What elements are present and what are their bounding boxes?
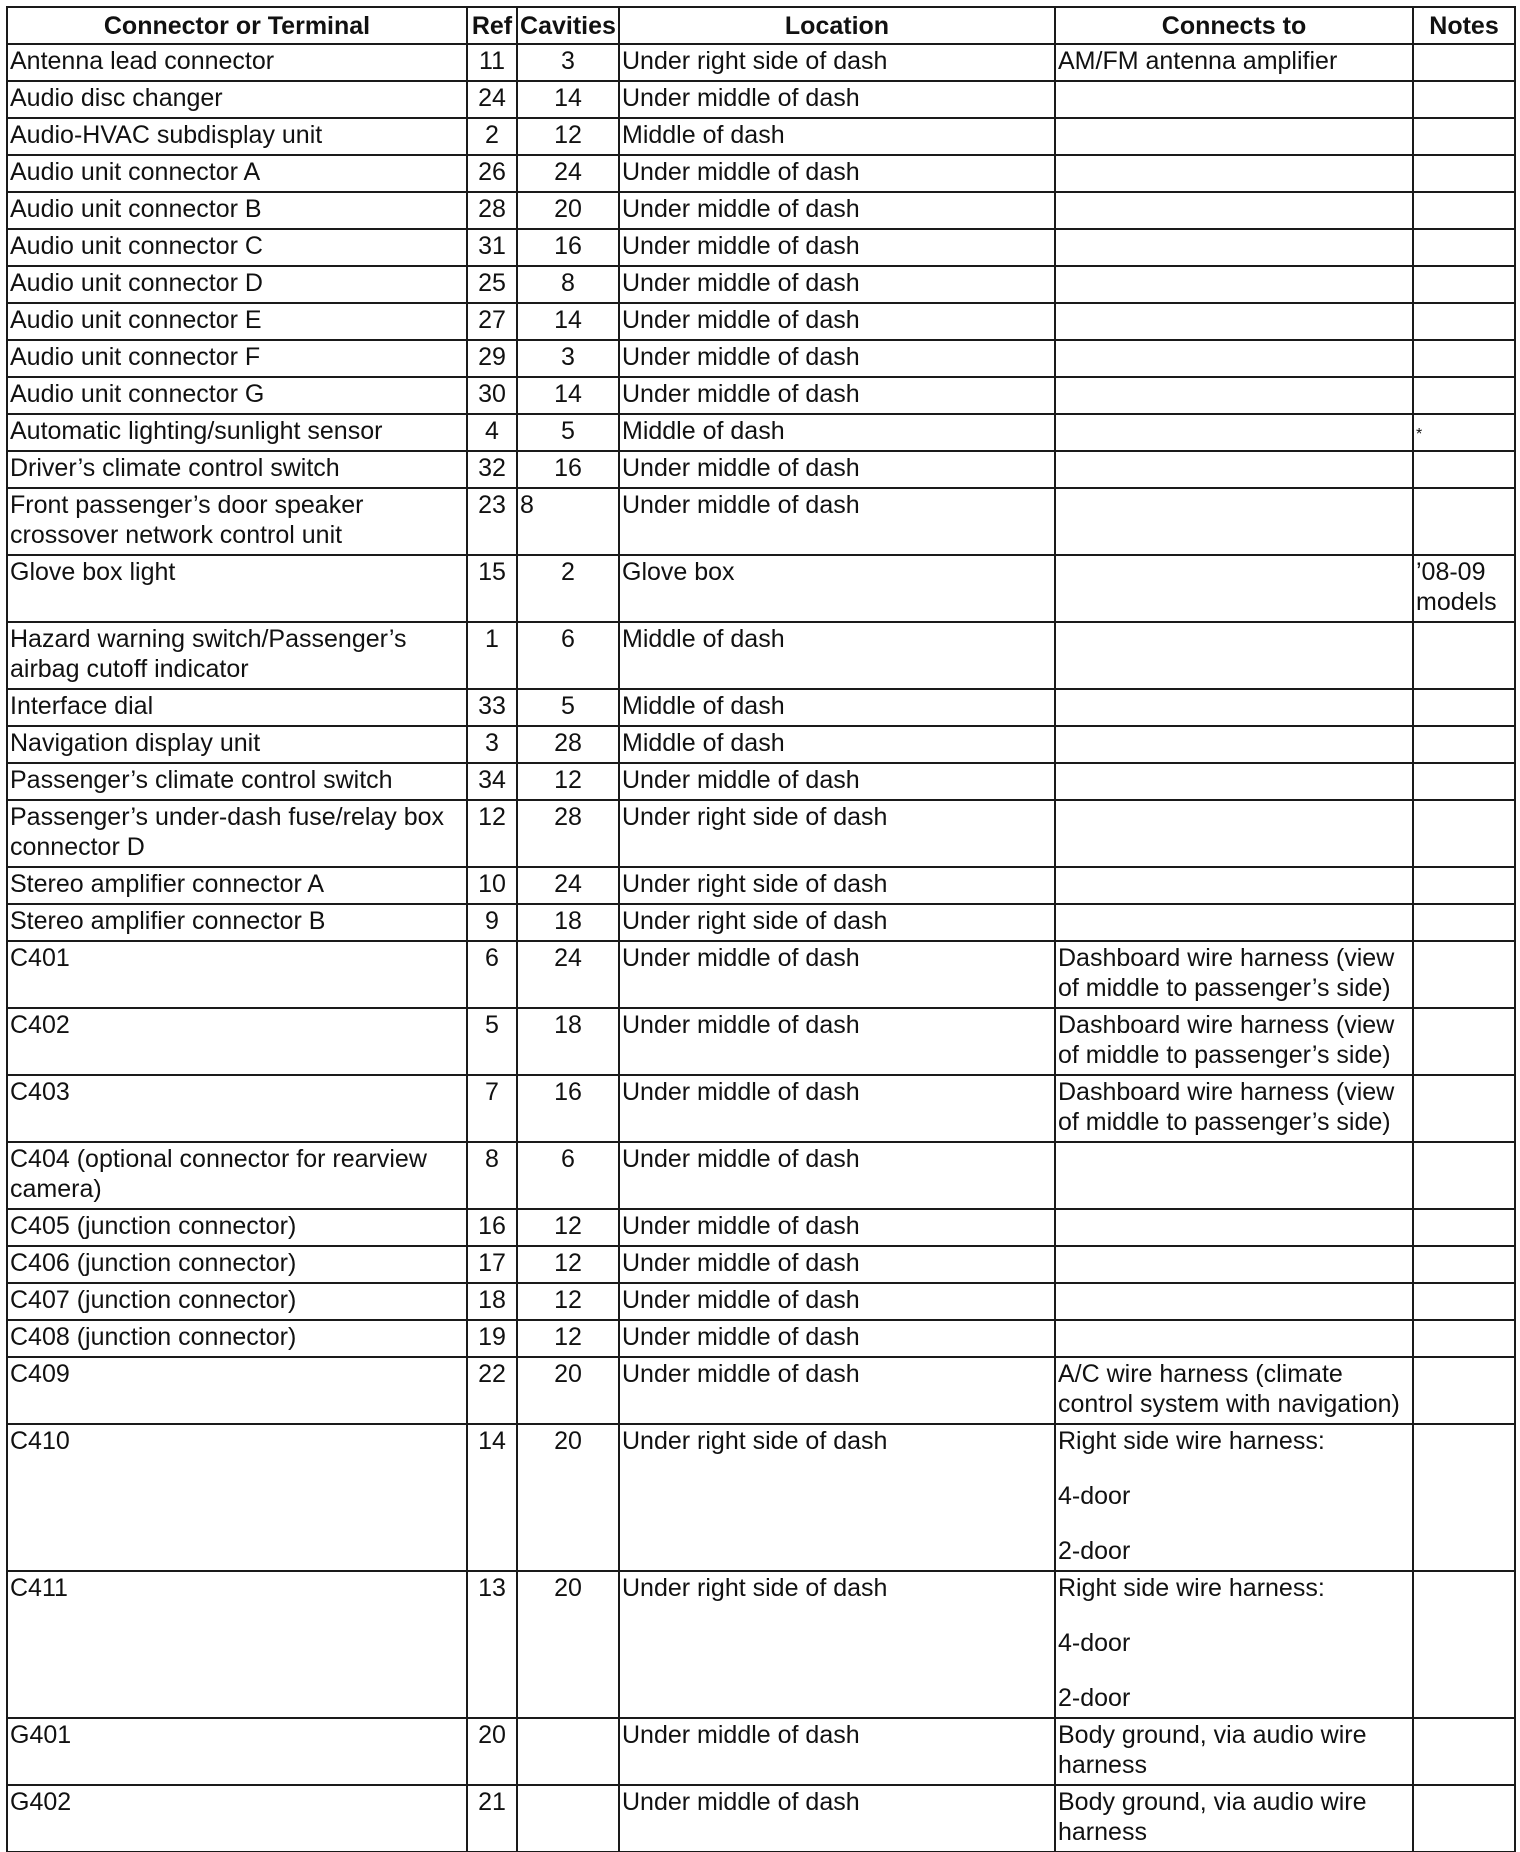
cell-connects-to — [1055, 266, 1413, 303]
cell-location: Under right side of dash — [619, 904, 1055, 941]
cell-connects-to — [1055, 155, 1413, 192]
table-row — [7, 555, 1515, 622]
cell-ref: 29 — [467, 340, 517, 377]
table-row — [7, 44, 1515, 81]
cell-cavities: 16 — [517, 451, 619, 488]
cell-connects-to — [1055, 377, 1413, 414]
cell-notes — [1413, 1424, 1515, 1571]
cell-connects-to — [1055, 451, 1413, 488]
table-row — [7, 800, 1515, 867]
cell-cavities: 2 — [517, 555, 619, 622]
cell-cavities — [517, 1785, 619, 1852]
table-row — [7, 1718, 1515, 1785]
cell-connects-to — [1055, 1424, 1413, 1571]
cell-notes — [1413, 904, 1515, 941]
cell-notes — [1413, 340, 1515, 377]
cell-connector: C408 (junction connector) — [7, 1320, 467, 1357]
cell-cavities: 20 — [517, 1424, 619, 1571]
cell-location: Under middle of dash — [619, 229, 1055, 266]
cell-location: Under middle of dash — [619, 192, 1055, 229]
cell-location: Under middle of dash — [619, 81, 1055, 118]
table-row — [7, 451, 1515, 488]
cell-location: Under middle of dash — [619, 377, 1055, 414]
cell-connects-to: Body ground, via audio wire harness — [1055, 1785, 1413, 1852]
table-row — [7, 340, 1515, 377]
cell-notes — [1413, 44, 1515, 81]
cell-cavities: 14 — [517, 303, 619, 340]
cell-notes — [1413, 1075, 1515, 1142]
connector-table — [6, 6, 1516, 1852]
cell-connects-to: AM/FM antenna amplifier — [1055, 44, 1413, 81]
cell-connects-to — [1055, 1283, 1413, 1320]
cell-location: Under right side of dash — [619, 44, 1055, 81]
cell-cavities: 5 — [517, 414, 619, 451]
cell-notes — [1413, 941, 1515, 1008]
cell-cavities: 28 — [517, 800, 619, 867]
header-cavities: Cavities — [517, 7, 619, 44]
cell-cavities: 3 — [517, 340, 619, 377]
cell-ref: 2 — [467, 118, 517, 155]
table-row — [7, 1357, 1515, 1424]
cell-ref: 9 — [467, 904, 517, 941]
cell-ref: 15 — [467, 555, 517, 622]
cell-cavities: 28 — [517, 726, 619, 763]
cell-connector: Interface dial — [7, 689, 467, 726]
cell-ref: 33 — [467, 689, 517, 726]
cell-notes — [1413, 622, 1515, 689]
cell-ref: 31 — [467, 229, 517, 266]
variant-4-door: 4-door — [1058, 1629, 1131, 1657]
cell-ref: 11 — [467, 44, 517, 81]
table-row — [7, 1424, 1515, 1571]
variant-2-door: 2-door — [1058, 1537, 1131, 1565]
cell-connects-to — [1055, 1246, 1413, 1283]
cell-notes — [1413, 266, 1515, 303]
cell-notes — [1413, 118, 1515, 155]
table-row — [7, 763, 1515, 800]
table-row — [7, 81, 1515, 118]
table-row — [7, 1785, 1515, 1852]
cell-connector: G402 — [7, 1785, 467, 1852]
cell-connector: C409 — [7, 1357, 467, 1424]
cell-notes — [1413, 451, 1515, 488]
cell-ref: 3 — [467, 726, 517, 763]
cell-location: Under middle of dash — [619, 303, 1055, 340]
table-row — [7, 726, 1515, 763]
cell-location: Under middle of dash — [619, 451, 1055, 488]
cell-notes — [1413, 414, 1515, 451]
cell-connector: C410 — [7, 1424, 467, 1571]
cell-notes — [1413, 1209, 1515, 1246]
cell-connects-to — [1055, 303, 1413, 340]
cell-ref: 21 — [467, 1785, 517, 1852]
cell-location: Under middle of dash — [619, 155, 1055, 192]
table-row — [7, 867, 1515, 904]
cell-connects-to — [1055, 867, 1413, 904]
cell-connector: C404 (optional connector for rearview camera) — [7, 1142, 467, 1209]
cell-cavities: 14 — [517, 377, 619, 414]
table-row — [7, 192, 1515, 229]
cell-notes — [1413, 726, 1515, 763]
cell-notes: ’08-09 models — [1413, 555, 1515, 622]
table-row — [7, 414, 1515, 451]
cell-connects-to — [1055, 726, 1413, 763]
cell-connects-to: Dashboard wire harness (view of middle to passenger’s side) — [1055, 1075, 1413, 1142]
cell-ref: 1 — [467, 622, 517, 689]
cell-location: Middle of dash — [619, 726, 1055, 763]
cell-connects-to — [1055, 555, 1413, 622]
cell-connects-to — [1055, 81, 1413, 118]
cell-location: Under right side of dash — [619, 867, 1055, 904]
table-row — [7, 118, 1515, 155]
table-row — [7, 1283, 1515, 1320]
cell-connects-to — [1055, 192, 1413, 229]
cell-notes — [1413, 867, 1515, 904]
cell-connector: Audio unit connector F — [7, 340, 467, 377]
cell-ref: 10 — [467, 867, 517, 904]
table-row — [7, 622, 1515, 689]
cell-cavities: 12 — [517, 1320, 619, 1357]
cell-cavities: 8 — [517, 266, 619, 303]
cell-cavities: 16 — [517, 1075, 619, 1142]
cell-notes — [1413, 488, 1515, 555]
cell-ref: 22 — [467, 1357, 517, 1424]
cell-connects-to: Body ground, via audio wire harness — [1055, 1718, 1413, 1785]
cell-notes — [1413, 1320, 1515, 1357]
cell-ref: 16 — [467, 1209, 517, 1246]
cell-notes — [1413, 1571, 1515, 1718]
cell-cavities: 20 — [517, 1571, 619, 1718]
cell-ref: 18 — [467, 1283, 517, 1320]
cell-location: Under middle of dash — [619, 1209, 1055, 1246]
cell-notes — [1413, 1785, 1515, 1852]
cell-ref: 32 — [467, 451, 517, 488]
cell-connects-to — [1055, 622, 1413, 689]
cell-cavities: 24 — [517, 941, 619, 1008]
cell-cavities: 12 — [517, 1246, 619, 1283]
cell-location: Middle of dash — [619, 414, 1055, 451]
cell-notes — [1413, 1142, 1515, 1209]
cell-cavities: 12 — [517, 118, 619, 155]
cell-location: Under middle of dash — [619, 1008, 1055, 1075]
cell-connector: C401 — [7, 941, 467, 1008]
cell-ref: 24 — [467, 81, 517, 118]
header-notes: Notes — [1413, 7, 1515, 44]
table-row — [7, 1320, 1515, 1357]
cell-connector: Antenna lead connector — [7, 44, 467, 81]
cell-connector: Automatic lighting/sunlight sensor — [7, 414, 467, 451]
cell-connector: C407 (junction connector) — [7, 1283, 467, 1320]
cell-ref: 14 — [467, 1424, 517, 1571]
cell-location: Under middle of dash — [619, 1785, 1055, 1852]
cell-notes — [1413, 689, 1515, 726]
header-connector: Connector or Terminal — [7, 7, 467, 44]
cell-connects-to — [1055, 1142, 1413, 1209]
cell-location: Under right side of dash — [619, 800, 1055, 867]
cell-location: Under right side of dash — [619, 1424, 1055, 1571]
table-row — [7, 266, 1515, 303]
cell-connector: Audio unit connector D — [7, 266, 467, 303]
cell-location: Under middle of dash — [619, 1075, 1055, 1142]
cell-connects-to: A/C wire harness (climate control system with navigation) — [1055, 1357, 1413, 1424]
cell-cavities: 12 — [517, 763, 619, 800]
cell-cavities: 24 — [517, 867, 619, 904]
table-row — [7, 377, 1515, 414]
cell-connects-to: Dashboard wire harness (view of middle to passenger’s side) — [1055, 941, 1413, 1008]
cell-connector: Stereo amplifier connector A — [7, 867, 467, 904]
table-row — [7, 1008, 1515, 1075]
cell-connector: Driver’s climate control switch — [7, 451, 467, 488]
cell-notes — [1413, 192, 1515, 229]
cell-notes — [1413, 1357, 1515, 1424]
cell-connector: C403 — [7, 1075, 467, 1142]
table-row — [7, 488, 1515, 555]
cell-location: Under middle of dash — [619, 1320, 1055, 1357]
cell-connector: C402 — [7, 1008, 467, 1075]
header-connects-to: Connects to — [1055, 7, 1413, 44]
cell-location: Glove box — [619, 555, 1055, 622]
table-header-row — [7, 7, 1515, 44]
cell-location: Under right side of dash — [619, 1571, 1055, 1718]
cell-ref: 23 — [467, 488, 517, 555]
cell-connector: Stereo amplifier connector B — [7, 904, 467, 941]
cell-connects-to — [1055, 1209, 1413, 1246]
cell-ref: 19 — [467, 1320, 517, 1357]
connects-to-text: Right side wire harness: — [1058, 1427, 1325, 1455]
cell-ref: 6 — [467, 941, 517, 1008]
cell-notes — [1413, 763, 1515, 800]
cell-cavities: 12 — [517, 1209, 619, 1246]
cell-location: Under middle of dash — [619, 488, 1055, 555]
cell-ref: 28 — [467, 192, 517, 229]
cell-notes — [1413, 377, 1515, 414]
cell-connects-to — [1055, 689, 1413, 726]
cell-ref: 13 — [467, 1571, 517, 1718]
cell-location: Under middle of dash — [619, 763, 1055, 800]
cell-ref: 30 — [467, 377, 517, 414]
cell-ref: 34 — [467, 763, 517, 800]
cell-location: Under middle of dash — [619, 1283, 1055, 1320]
cell-ref: 20 — [467, 1718, 517, 1785]
cell-location: Under middle of dash — [619, 340, 1055, 377]
table-row — [7, 1075, 1515, 1142]
cell-connector: Audio disc changer — [7, 81, 467, 118]
cell-notes — [1413, 81, 1515, 118]
cell-notes — [1413, 800, 1515, 867]
cell-connector: Glove box light — [7, 555, 467, 622]
cell-connects-to — [1055, 904, 1413, 941]
table-row — [7, 1246, 1515, 1283]
cell-connects-to — [1055, 488, 1413, 555]
cell-ref: 4 — [467, 414, 517, 451]
cell-connects-to — [1055, 1571, 1413, 1718]
cell-connector: Audio-HVAC subdisplay unit — [7, 118, 467, 155]
cell-connector: C405 (junction connector) — [7, 1209, 467, 1246]
cell-connects-to — [1055, 118, 1413, 155]
cell-notes — [1413, 155, 1515, 192]
cell-connects-to — [1055, 229, 1413, 266]
table-row — [7, 1209, 1515, 1246]
cell-ref: 17 — [467, 1246, 517, 1283]
cell-notes — [1413, 1283, 1515, 1320]
cell-ref: 7 — [467, 1075, 517, 1142]
cell-connects-to — [1055, 1320, 1413, 1357]
cell-connects-to — [1055, 763, 1413, 800]
table-row — [7, 229, 1515, 266]
cell-location: Under middle of dash — [619, 1718, 1055, 1785]
cell-ref: 12 — [467, 800, 517, 867]
cell-location: Under middle of dash — [619, 266, 1055, 303]
cell-connector: Passenger’s climate control switch — [7, 763, 467, 800]
cell-location: Under middle of dash — [619, 1246, 1055, 1283]
cell-connector: Audio unit connector A — [7, 155, 467, 192]
cell-cavities: 18 — [517, 1008, 619, 1075]
cell-cavities: 5 — [517, 689, 619, 726]
cell-notes — [1413, 1246, 1515, 1283]
cell-cavities: 24 — [517, 155, 619, 192]
cell-location: Under middle of dash — [619, 941, 1055, 1008]
header-location: Location — [619, 7, 1055, 44]
cell-connector: Passenger’s under-dash fuse/relay box connector D — [7, 800, 467, 867]
table-row — [7, 303, 1515, 340]
header-ref: Ref — [467, 7, 517, 44]
cell-connects-to — [1055, 414, 1413, 451]
asterisk-note: * — [1416, 426, 1423, 443]
cell-notes — [1413, 303, 1515, 340]
table-row — [7, 155, 1515, 192]
table-row — [7, 1571, 1515, 1718]
variant-2-door: 2-door — [1058, 1684, 1131, 1712]
cell-ref: 5 — [467, 1008, 517, 1075]
cell-connector: Hazard warning switch/Passenger’s airbag cutoff indicator — [7, 622, 467, 689]
cell-connector: Audio unit connector E — [7, 303, 467, 340]
cell-connector: C411 — [7, 1571, 467, 1718]
cell-cavities: 18 — [517, 904, 619, 941]
variant-4-door: 4-door — [1058, 1482, 1131, 1510]
cell-connector: Front passenger’s door speaker crossover network control unit — [7, 488, 467, 555]
cell-connects-to: Dashboard wire harness (view of middle to passenger’s side) — [1055, 1008, 1413, 1075]
cell-connector: Audio unit connector C — [7, 229, 467, 266]
table-row — [7, 941, 1515, 1008]
cell-ref: 27 — [467, 303, 517, 340]
cell-cavities: 16 — [517, 229, 619, 266]
cell-location: Middle of dash — [619, 118, 1055, 155]
table-row — [7, 1142, 1515, 1209]
cell-location: Middle of dash — [619, 689, 1055, 726]
cell-cavities — [517, 1718, 619, 1785]
cell-connector: G401 — [7, 1718, 467, 1785]
table-row — [7, 904, 1515, 941]
cell-location: Under middle of dash — [619, 1357, 1055, 1424]
cell-ref: 8 — [467, 1142, 517, 1209]
cell-location: Middle of dash — [619, 622, 1055, 689]
connects-to-text: Right side wire harness: — [1058, 1574, 1325, 1602]
cell-cavities: 12 — [517, 1283, 619, 1320]
cell-ref: 26 — [467, 155, 517, 192]
cell-cavities: 6 — [517, 1142, 619, 1209]
cell-connects-to — [1055, 800, 1413, 867]
cell-cavities: 8 — [517, 488, 619, 555]
cell-connector: Navigation display unit — [7, 726, 467, 763]
cell-connector: Audio unit connector G — [7, 377, 467, 414]
cell-connector: Audio unit connector B — [7, 192, 467, 229]
cell-ref: 25 — [467, 266, 517, 303]
cell-location: Under middle of dash — [619, 1142, 1055, 1209]
cell-notes — [1413, 1008, 1515, 1075]
cell-cavities: 14 — [517, 81, 619, 118]
cell-notes — [1413, 229, 1515, 266]
cell-cavities: 20 — [517, 1357, 619, 1424]
cell-cavities: 6 — [517, 622, 619, 689]
cell-cavities: 20 — [517, 192, 619, 229]
table-row — [7, 689, 1515, 726]
cell-notes — [1413, 1718, 1515, 1785]
cell-connector: C406 (junction connector) — [7, 1246, 467, 1283]
cell-cavities: 3 — [517, 44, 619, 81]
cell-connects-to — [1055, 340, 1413, 377]
